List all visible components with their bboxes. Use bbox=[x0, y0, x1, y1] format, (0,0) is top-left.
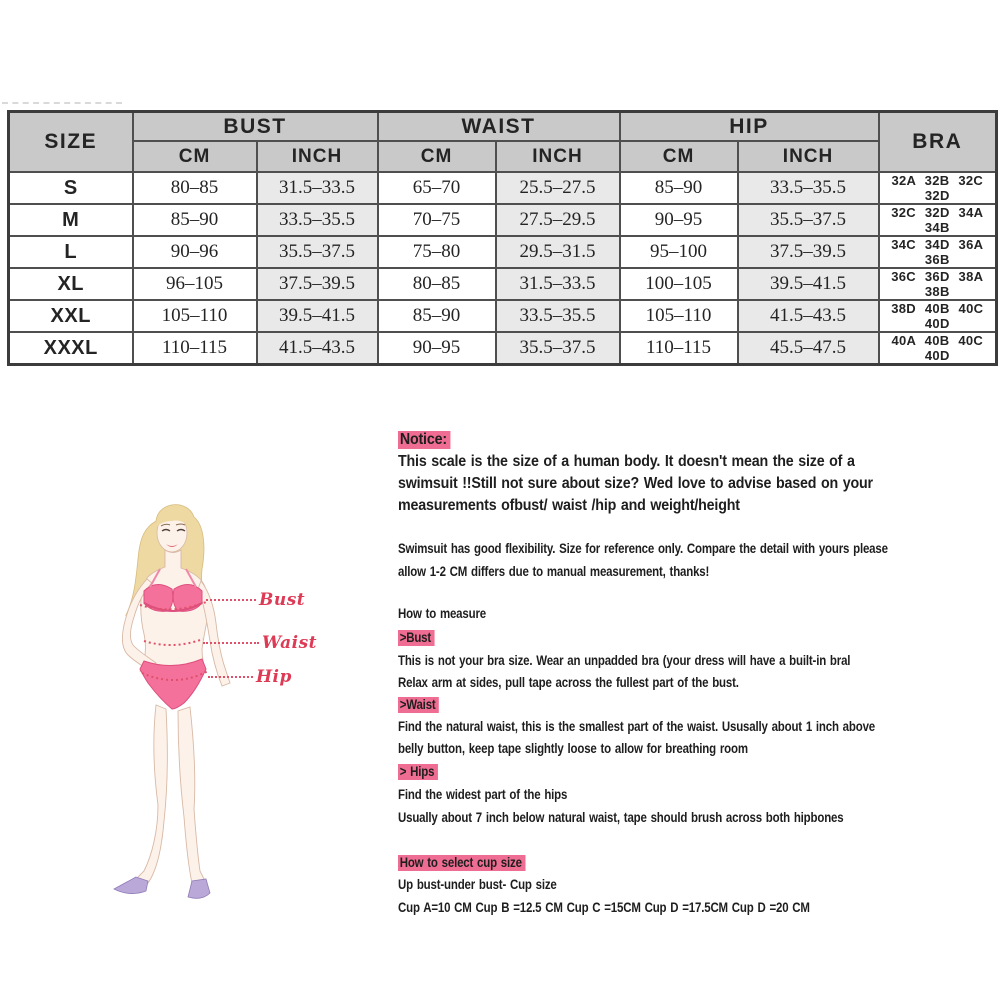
header-bra: BRA bbox=[879, 112, 997, 173]
right-shoe bbox=[188, 879, 210, 898]
cell-bust-cm: 96–105 bbox=[133, 268, 257, 300]
waist-heading bbox=[398, 695, 439, 715]
flexibility-line: allow 1-2 CM differs due to manual measurement, thanks! bbox=[398, 564, 710, 579]
cell-size: S bbox=[9, 172, 133, 204]
table-row-xl bbox=[9, 268, 997, 300]
cell-waist-cm: 70–75 bbox=[378, 204, 496, 236]
cell-waist-inch: 29.5–31.5 bbox=[496, 236, 620, 268]
cell-size: XXL bbox=[9, 300, 133, 332]
cell-waist-cm: 65–70 bbox=[378, 172, 496, 204]
cell-bust-cm: 80–85 bbox=[133, 172, 257, 204]
cell-bust-inch: 31.5–33.5 bbox=[257, 172, 378, 204]
cell-bust-inch: 39.5–41.5 bbox=[257, 300, 378, 332]
table-row-xxxl bbox=[9, 332, 997, 365]
table-row-l bbox=[9, 236, 997, 268]
bust-heading-highlight: >Bust bbox=[398, 630, 434, 646]
bikini-bottom bbox=[140, 659, 206, 709]
header-waist-inch: INCH bbox=[496, 141, 620, 172]
bikini-top-left-cup bbox=[144, 584, 173, 611]
table-row-m bbox=[9, 204, 997, 236]
bust-heading bbox=[398, 628, 434, 648]
cup-size-line: Cup A=10 CM Cup B =12.5 CM Cup C =15CM Cup D =17.5CM Cup D =20 CM bbox=[398, 900, 810, 915]
cell-bust-inch: 41.5–43.5 bbox=[257, 332, 378, 365]
bust-instruction-line: Relax arm at sides, pull tape across the fullest part of the bust. bbox=[398, 675, 739, 690]
cell-hip-inch: 35.5–37.5 bbox=[738, 204, 879, 236]
notice-heading bbox=[398, 430, 451, 450]
cell-bust-cm: 85–90 bbox=[133, 204, 257, 236]
cell-waist-inch: 33.5–35.5 bbox=[496, 300, 620, 332]
header-waist-cm: CM bbox=[378, 141, 496, 172]
hip-leader-line bbox=[208, 676, 253, 678]
cell-waist-cm: 85–90 bbox=[378, 300, 496, 332]
cell-bust-inch: 33.5–35.5 bbox=[257, 204, 378, 236]
cell-bra: 32A 32B 32C 32D bbox=[879, 172, 997, 204]
header-bust-inch: INCH bbox=[257, 141, 378, 172]
notice-line: swimsuit !!Still not sure about size? Wed love to advise based on your bbox=[398, 475, 873, 492]
cell-bust-cm: 105–110 bbox=[133, 300, 257, 332]
notice-line: measurements ofbust/ waist /hip and weight/height bbox=[398, 497, 740, 514]
notice-heading-highlight: Notice: bbox=[398, 431, 451, 449]
notice-line: This scale is the size of a human body. It doesn't mean the size of a bbox=[398, 453, 855, 470]
table-row-s bbox=[9, 172, 997, 204]
woman-figure-illustration bbox=[100, 495, 330, 905]
hips-instruction-line: Find the widest part of the hips bbox=[398, 787, 568, 802]
cell-hip-cm: 110–115 bbox=[620, 332, 738, 365]
cell-bra: 34C 34D 36A 36B bbox=[879, 236, 997, 268]
waist-leader-line bbox=[203, 642, 259, 644]
bust-figure-label: Bust bbox=[259, 590, 306, 610]
flexibility-line: Swimsuit has good flexibility. Size for reference only. Compare the detail with yours please bbox=[398, 541, 888, 556]
cell-hip-inch: 41.5–43.5 bbox=[738, 300, 879, 332]
bust-instruction-line: This is not your bra size. Wear an unpadded bra (your dress will have a built-in bral bbox=[398, 653, 851, 668]
cell-bra: 40A 40B 40C 40D bbox=[879, 332, 997, 365]
cell-bra: 36C 36D 38A 38B bbox=[879, 268, 997, 300]
cell-waist-cm: 80–85 bbox=[378, 268, 496, 300]
hips-heading bbox=[398, 762, 438, 782]
waist-instruction-line: Find the natural waist, this is the smallest part of the waist. Ususally about 1 inch above bbox=[398, 719, 876, 734]
header-size: SIZE bbox=[9, 112, 133, 173]
bust-leader-line bbox=[206, 599, 256, 601]
right-leg bbox=[178, 707, 204, 883]
cell-waist-cm: 90–95 bbox=[378, 332, 496, 365]
cell-size: L bbox=[9, 236, 133, 268]
cup-size-heading bbox=[398, 853, 525, 873]
cell-size: XXXL bbox=[9, 332, 133, 365]
cell-waist-cm: 75–80 bbox=[378, 236, 496, 268]
scan-artifact-dashes bbox=[2, 102, 122, 104]
bikini-top-right-cup bbox=[173, 584, 202, 611]
hips-heading-highlight: > Hips bbox=[398, 764, 438, 780]
cell-bust-cm: 90–96 bbox=[133, 236, 257, 268]
cell-bra: 38D 40B 40C 40D bbox=[879, 300, 997, 332]
waist-instruction-line: belly button, keep tape slightly loose to allow for breathing room bbox=[398, 741, 748, 756]
left-shoe bbox=[114, 877, 148, 894]
header-hip-inch: INCH bbox=[738, 141, 879, 172]
hip-figure-label: Hip bbox=[256, 667, 292, 687]
cell-hip-cm: 105–110 bbox=[620, 300, 738, 332]
header-hip: HIP bbox=[620, 112, 879, 142]
table-row-xxl bbox=[9, 300, 997, 332]
cell-bra: 32C 32D 34A 34B bbox=[879, 204, 997, 236]
cell-waist-inch: 25.5–27.5 bbox=[496, 172, 620, 204]
cell-hip-inch: 45.5–47.5 bbox=[738, 332, 879, 365]
cell-waist-inch: 35.5–37.5 bbox=[496, 332, 620, 365]
how-to-measure-title: How to measure bbox=[398, 606, 486, 621]
hips-instruction-line: Usually about 7 inch below natural waist, tape should brush across both hipbones bbox=[398, 810, 844, 825]
cup-size-heading-highlight: How to select cup size bbox=[398, 855, 525, 871]
cell-size: XL bbox=[9, 268, 133, 300]
cell-hip-inch: 37.5–39.5 bbox=[738, 236, 879, 268]
header-hip-cm: CM bbox=[620, 141, 738, 172]
cell-bust-cm: 110–115 bbox=[133, 332, 257, 365]
left-leg bbox=[136, 705, 167, 883]
cell-hip-cm: 100–105 bbox=[620, 268, 738, 300]
cell-bust-inch: 37.5–39.5 bbox=[257, 268, 378, 300]
cell-hip-cm: 85–90 bbox=[620, 172, 738, 204]
cup-size-line: Up bust-under bust- Cup size bbox=[398, 877, 557, 892]
header-bust: BUST bbox=[133, 112, 378, 142]
cell-waist-inch: 31.5–33.5 bbox=[496, 268, 620, 300]
size-chart-table bbox=[7, 110, 998, 366]
cell-hip-cm: 95–100 bbox=[620, 236, 738, 268]
header-bust-cm: CM bbox=[133, 141, 257, 172]
cell-hip-cm: 90–95 bbox=[620, 204, 738, 236]
waist-figure-label: Waist bbox=[262, 633, 318, 653]
cell-hip-inch: 39.5–41.5 bbox=[738, 268, 879, 300]
cell-size: M bbox=[9, 204, 133, 236]
waist-heading-highlight: >Waist bbox=[398, 697, 439, 713]
cell-hip-inch: 33.5–35.5 bbox=[738, 172, 879, 204]
cell-waist-inch: 27.5–29.5 bbox=[496, 204, 620, 236]
cell-bust-inch: 35.5–37.5 bbox=[257, 236, 378, 268]
header-waist: WAIST bbox=[378, 112, 620, 142]
